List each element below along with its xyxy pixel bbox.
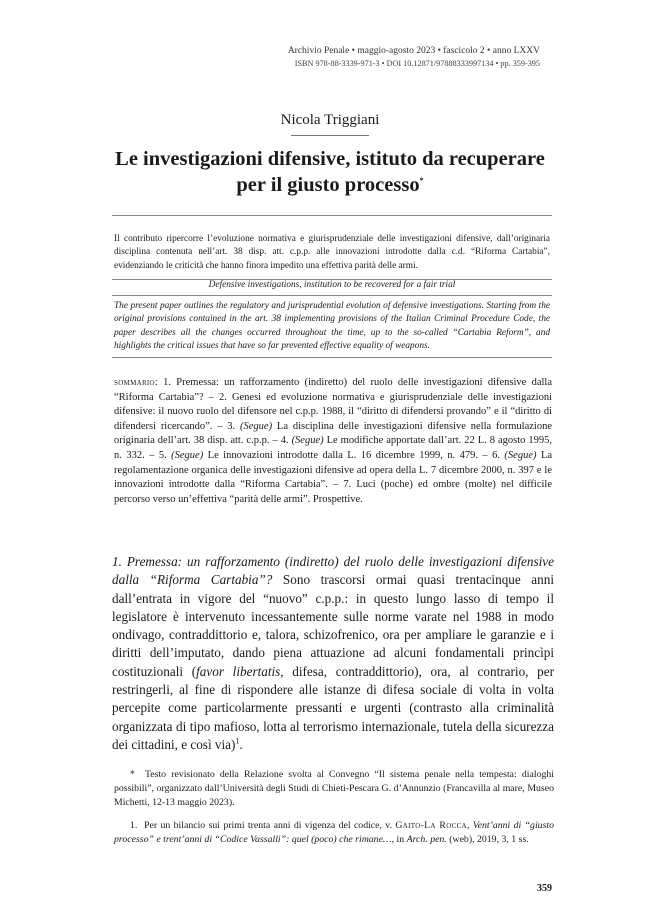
- summary-part-5: La regolamentazione organica delle investigazioni difensive ad opera della L. 7 dicembre 2000, n. 397 e le innovazioni introdotte dalla “Riforma Cartabia”. – 7. Luci (poche) ed ombre (molte) nel difficile percorso verso un’effettiva “parità delle armi”. Prospettive.: [114, 449, 553, 505]
- footnote-star-text: Testo revisionato della Relazione svolta al Convegno “Il sistema penale nella tempesta: dialoghi possibili”, organizzato dall’Università degli Studi di Chieti-Pescara G. d’Annunzio (Francavilla al mare, Museo Michetti, 12-13 maggio 2023).: [114, 769, 554, 808]
- favor-libertatis: favor libertatis: [196, 663, 281, 679]
- section-1-paragraph: [112, 553, 554, 754]
- article-title: [95, 146, 565, 198]
- footnote-1-title: Vent’anni di “giusto processo” e trent’anni di “Codice Vassalli”: quel (poco) che rimane…: [114, 820, 555, 845]
- title-line-1: Le investigazioni difensive, istituto da recuperare: [115, 148, 545, 170]
- title-line-2-text: per il giusto processo: [236, 174, 420, 196]
- abstract-bottom-rule: [112, 357, 552, 358]
- footnote-1-text-d: (web), 2019, 3, 1 ss.: [446, 834, 529, 845]
- footnote-1-text-c: , in: [391, 834, 407, 845]
- segue-3: (Segue): [171, 449, 204, 461]
- title-line-2: [95, 172, 565, 198]
- footnote-1-journal: Arch. pen.: [406, 834, 447, 845]
- summary-label: sommario: [114, 377, 155, 388]
- footnote-1: [114, 819, 554, 847]
- page-number: 359: [537, 883, 552, 894]
- summary-part-2: La disciplina delle investigazioni difensive nella formulazione originaria dell’art. 38 disp. att. c.p.p. – 4.: [114, 420, 552, 447]
- isbn-doi-line: ISBN 978-88-3339-971-3 • DOI 10.12871/97888333997134 • pp. 359-395: [294, 59, 540, 68]
- table-of-contents: [114, 376, 552, 507]
- journal-header: Archivio Penale • maggio-agosto 2023 • fascicolo 2 • anno LXXV: [287, 46, 540, 56]
- footnote-1-text-b: ,: [466, 820, 473, 831]
- body-text-a: Sono trascorsi ormai quasi trentacinque anni dall’entrata in vigore del “nuovo” c.p.p.: in questo lungo lasso di tempo il legislatore è intervenuto incessantemente sulle norme varate nel 1988 in modo ondivago, contraddittorio e, talora, schizofrenico, ora per ampliare le garanzie e i diritti dell’imputato, dando piena attuazione ad alcuni fondamentali princìpi costituzionali (: [112, 572, 554, 679]
- footnote-star-mark: *: [130, 769, 135, 780]
- author-name: Nicola Triggiani: [280, 112, 380, 128]
- abstract-italian: Il contributo ripercorre l’evoluzione normativa e giurisprudenziale delle investigazioni difensive, dall’originaria disciplina contenuta nell’art. 38 disp. att. c.p.p. alle innovazioni introdotte dalla c.d. “Riforma Cartabia”, evidenziando le criticità che hanno finora impedito una effettiva parità delle armi.: [114, 234, 550, 271]
- section-1-heading: 1. Premessa: un rafforzamento (indiretto) del ruolo delle investigazioni difensive dalla “Riforma Cartabia”?: [112, 554, 554, 588]
- title-footnote-mark: *: [419, 176, 424, 186]
- abstract-english: The present paper outlines the regulatory and jurisprudential evolution of defensive investigations. Starting from the original provisions contained in the art. 38 implementing provisions of the Italian Criminal Procedure Code, the paper describes all the changes occurred throughout the time, up to the so-called “Cartabia Reform”, and highlights the critical issues that have so far prevented effective equality of weapons.: [114, 301, 550, 352]
- body-text-b: , difesa, contraddittorio), ora, al contrario, per restringerli, al fine di rispondere alle istanze di difesa sociale di volta in volta percepite come particolarmente pressanti e urgenti (contrasto alla criminalità organizzata di tipo mafioso, lotta al terrorismo internazionale, tutela della sicurezza dei cittadini, e così via): [112, 663, 554, 752]
- abstract-top-rule: [112, 215, 552, 216]
- body-text-c: .: [239, 736, 243, 752]
- footnote-1-mark: 1.: [130, 820, 138, 831]
- summary-part-4: Le innovazioni introdotte dalla L. 16 dicembre 1999, n. 479. – 6.: [203, 449, 505, 461]
- segue-1: (Segue): [240, 420, 273, 432]
- english-title: Defensive investigations, institution to be recovered for a fair trial: [208, 280, 456, 290]
- author-divider: [291, 135, 369, 136]
- summary-part-3: Le modifiche apportate dall’art. 22 L. 8 agosto 1995, n. 332. – 5.: [114, 435, 552, 461]
- footnote-1-author: Gaito-La Rocca: [395, 820, 467, 831]
- segue-2: (Segue): [291, 435, 324, 447]
- summary-part-1: : 1. Premessa: un rafforzamento (indiretto) del ruolo delle investigazioni difensive dalla “Riforma Cartabia”? – 2. Genesi ed evoluzione normativa e giurisprudenziale delle investigazioni difensive: il nuovo ruolo del difensore nel c.p.p. 1988, il “diritto di difendersi provando” e il “diritto di difendersi ricercando”. – 3.: [114, 377, 552, 432]
- abstract-divider-2: [112, 295, 552, 296]
- footnote-ref-1[interactable]: 1: [235, 736, 240, 746]
- footnote-star: [114, 768, 554, 810]
- footnote-1-text-a: Per un bilancio sui primi trenta anni di vigenza del codice, v.: [144, 820, 396, 831]
- segue-4: (Segue): [504, 449, 537, 461]
